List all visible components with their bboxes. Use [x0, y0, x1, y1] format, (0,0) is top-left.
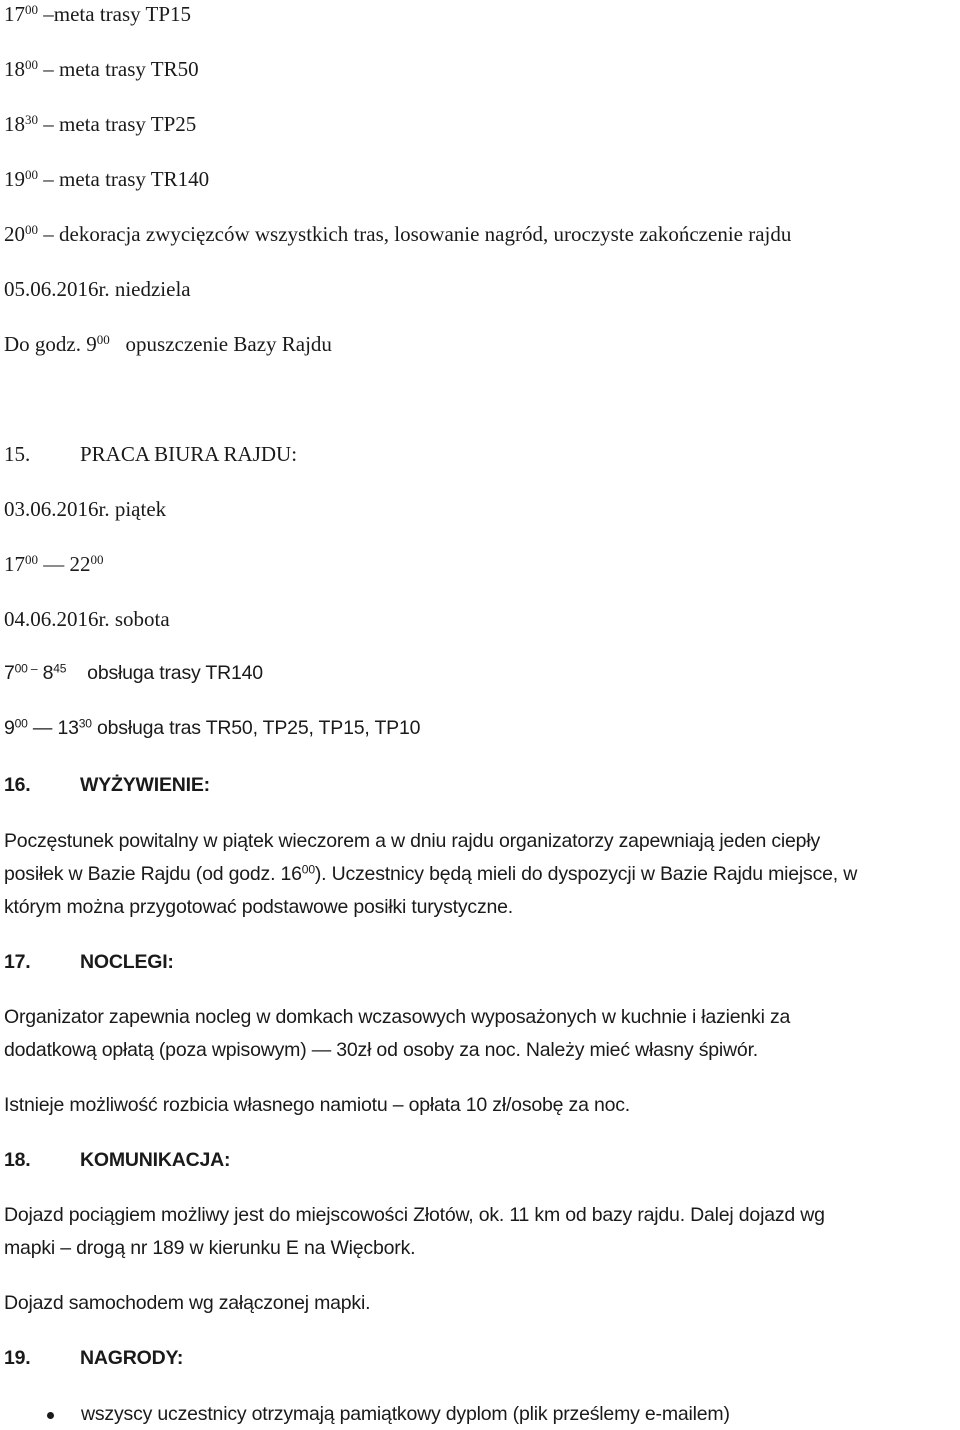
minutes: 45: [53, 661, 67, 676]
paragraph-line: Poczęstunek powitalny w piątek wieczorem a w dniu rajdu organizatorzy zapewniają jeden ciepły: [4, 830, 821, 852]
schedule-text: – meta trasy TP25: [43, 112, 197, 136]
section-number: 17.: [4, 951, 31, 973]
section-number: 19.: [4, 1347, 31, 1369]
bullet-icon: [47, 1412, 54, 1419]
sunday-departure: [4, 331, 332, 356]
slot-text: obsługa trasy TR140: [87, 662, 263, 684]
schedule-minutes: 00: [25, 1, 39, 17]
text: ). Uczestnicy będą mieli do dyspozycji w Bazie Rajdu miejsce, w: [314, 863, 858, 885]
office-saturday-slot: [4, 661, 263, 684]
section-heading: [4, 776, 210, 796]
sunday-date: 05.06.2016r. niedziela: [4, 277, 191, 301]
schedule-text: – meta trasy TR140: [43, 167, 210, 191]
minutes: 30: [78, 716, 92, 731]
office-saturday-date: 04.06.2016r. sobota: [4, 607, 170, 631]
list-item: wszyscy uczestnicy otrzymają pamiątkowy dyplom (plik prześlemy e-mailem): [81, 1403, 730, 1425]
section-title: NAGRODY:: [80, 1347, 184, 1369]
schedule-hour: 18: [4, 57, 25, 81]
paragraph-line: [4, 862, 858, 885]
schedule-hour: 18: [4, 112, 25, 136]
text: posiłek w Bazie Rajdu (od godz. 16: [4, 863, 302, 885]
hour: 7: [4, 662, 15, 684]
hour: 8: [42, 662, 54, 684]
schedule-text: – meta trasy TR50: [43, 57, 199, 81]
minutes: 00: [14, 716, 28, 731]
schedule-row: [4, 221, 792, 246]
schedule-minutes: 00: [25, 221, 39, 237]
paragraph-line: Dojazd samochodem wg załączonej mapki.: [4, 1292, 371, 1314]
minutes: 00: [90, 551, 104, 567]
section-title: PRACA BIURA RAJDU:: [80, 442, 298, 466]
minutes: 00 –: [14, 661, 38, 676]
schedule-text: – dekoracja zwycięzców wszystkich tras, losowanie nagród, uroczyste zakończenie rajdu: [43, 222, 792, 246]
schedule-hour: 19: [4, 167, 25, 191]
schedule-row: [4, 166, 210, 191]
dash: —: [43, 552, 65, 576]
slot-text: obsługa tras TR50, TP25, TP15, TP10: [97, 717, 421, 739]
hour: 17: [4, 552, 25, 576]
schedule-hour: 20: [4, 222, 25, 246]
section-title: KOMUNIKACJA:: [80, 1149, 231, 1171]
sunday-text: opuszczenie Bazy Rajdu: [125, 332, 332, 356]
section-title: WYŻYWIENIE:: [80, 774, 210, 796]
section-number: 18.: [4, 1149, 31, 1171]
sunday-time: Do godz. 9: [4, 332, 97, 356]
paragraph-line: Istnieje możliwość rozbicia własnego namiotu – opłata 10 zł/osobę za noc.: [4, 1094, 630, 1116]
paragraph-line: Organizator zapewnia nocleg w domkach wczasowych wyposażonych w kuchnie i łazienki za: [4, 1006, 791, 1028]
schedule-minutes: 00: [25, 56, 39, 72]
section-number: 16.: [4, 774, 31, 796]
schedule-hour: 17: [4, 2, 25, 26]
schedule-minutes: 00: [25, 166, 39, 182]
paragraph-line: Dojazd pociągiem możliwy jest do miejscowości Złotów, ok. 11 km od bazy rajdu. Dalej dojazd wg: [4, 1204, 825, 1226]
schedule-text: –meta trasy TP15: [43, 2, 192, 26]
hour: 9: [4, 717, 15, 739]
paragraph-line: dodatkową opłatą (poza wpisowym) — 30zł od osoby za noc. Należy mieć własny śpiwór.: [4, 1039, 759, 1061]
paragraph-line: którym można przygotować podstawowe posiłki turystyczne.: [4, 896, 514, 918]
sunday-minutes: 00: [96, 331, 110, 347]
section-heading: [4, 1151, 230, 1171]
hour: — 13: [32, 717, 79, 739]
office-friday-date: 03.06.2016r. piątek: [4, 497, 167, 521]
minutes: 00: [301, 862, 315, 877]
schedule-row: [4, 1, 192, 26]
schedule-row: [4, 111, 197, 136]
minutes: 00: [25, 551, 39, 567]
schedule-minutes: 30: [25, 111, 39, 127]
section-title: NOCLEGI:: [80, 951, 174, 973]
section-number: 15.: [4, 442, 31, 466]
hour: 22: [69, 552, 91, 576]
office-friday-hours: [4, 551, 104, 576]
paragraph-line: mapki – drogą nr 189 w kierunku E na Więcbork.: [4, 1237, 416, 1259]
schedule-row: [4, 56, 199, 81]
section-heading: [4, 953, 174, 973]
section-heading: [4, 444, 297, 465]
office-saturday-slot: [4, 716, 421, 739]
section-heading: [4, 1349, 183, 1369]
